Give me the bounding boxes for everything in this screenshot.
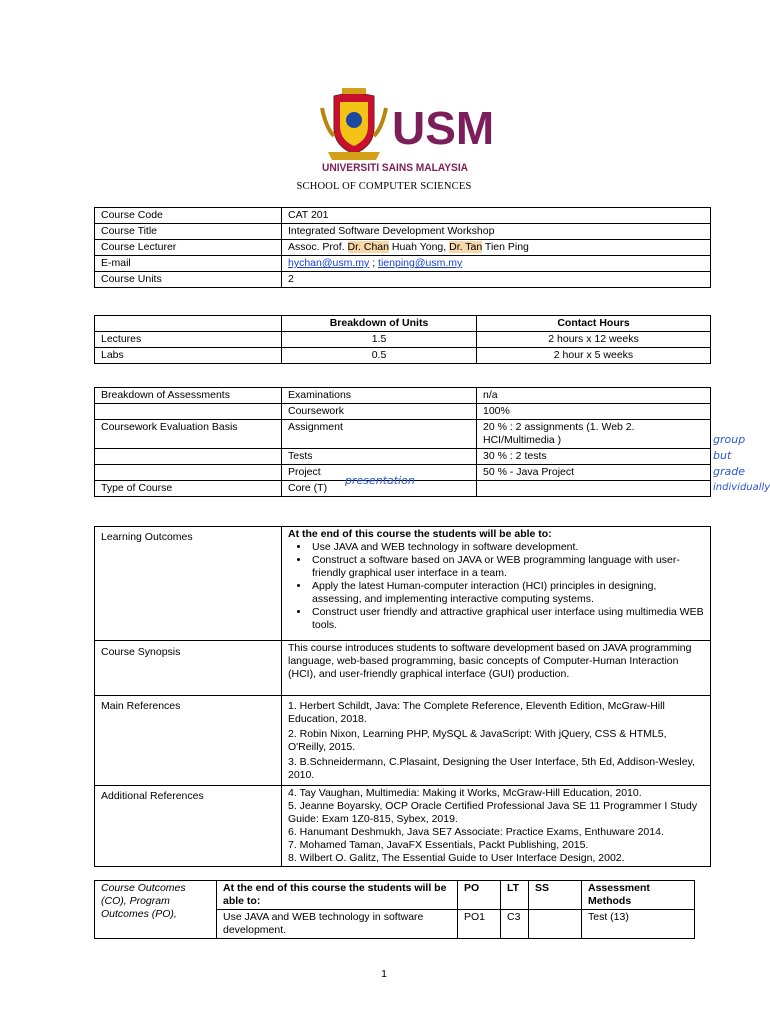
assessment-value: 50 % - Java Project — [477, 465, 711, 481]
list-item: 4. Tay Vaughan, Multimedia: Making it Works, McGraw-Hill Education, 2010. — [288, 787, 642, 799]
course-lecturer-label: Course Lecturer — [95, 240, 282, 256]
course-units-value: 2 — [282, 272, 711, 288]
co-header-intro: At the end of this course the students will be able to: — [217, 881, 458, 910]
course-code-value: CAT 201 — [282, 208, 711, 224]
table-row — [95, 641, 711, 696]
assessment-value: 20 % : 2 assignments (1. Web 2. HCI/Multimedia ) — [477, 420, 711, 449]
table-row — [95, 420, 711, 449]
empty-cell — [95, 404, 282, 420]
learning-outcomes-intro: At the end of this course the students will be able to: — [288, 528, 552, 540]
synopsis-label: Course Synopsis — [95, 641, 282, 696]
learning-outcomes-label: Learning Outcomes — [95, 527, 282, 641]
table-row — [95, 696, 711, 786]
assessment-item: Assignment — [282, 420, 477, 449]
handwritten-line: individually — [713, 482, 770, 493]
co-outcome: Use JAVA and WEB technology in software development. — [217, 910, 458, 939]
table-row — [95, 224, 711, 240]
type-of-course-value: Core (T) — [282, 481, 477, 497]
learning-outcomes-content — [282, 527, 711, 641]
units-row-units: 0.5 — [282, 348, 477, 364]
email-link[interactable]: tienping@usm.my — [378, 257, 463, 269]
co-po: PO1 — [458, 910, 501, 939]
evaluation-basis-label: Coursework Evaluation Basis — [95, 420, 282, 449]
empty-cell — [95, 465, 282, 481]
svg-text:UNIVERSITI SAINS MALAYSIA: UNIVERSITI SAINS MALAYSIA — [322, 162, 469, 174]
lecturer-suffix: Tien Ping — [482, 241, 529, 253]
assessment-item: Examinations — [282, 388, 477, 404]
units-row-hours: 2 hours x 12 weeks — [477, 332, 711, 348]
empty-cell — [477, 481, 711, 497]
course-units-label: Course Units — [95, 272, 282, 288]
co-header-ss: SS — [529, 881, 582, 910]
list-item: • Construct a software based on JAVA or WEB programming language with user-friendly graphical user interface in a team. — [310, 554, 704, 580]
co-ss — [529, 910, 582, 939]
co-header-po: PO — [458, 881, 501, 910]
main-references-label: Main References — [95, 696, 282, 786]
co-header-methods: Assessment Methods — [582, 881, 695, 910]
list-item: 1. Herbert Schildt, Java: The Complete Reference, Eleventh Edition, McGraw-Hill Education, 2018. — [288, 700, 665, 725]
email-value — [282, 256, 711, 272]
type-of-course-label: Type of Course — [95, 481, 282, 497]
assessment-value: 30 % : 2 tests — [477, 449, 711, 465]
units-row-label: Labs — [95, 348, 282, 364]
table-row — [95, 332, 711, 348]
additional-references-label: Additional References — [95, 786, 282, 867]
table-row — [95, 256, 711, 272]
lecturer-name-highlight: Dr. Tan — [449, 241, 483, 253]
list-item: 6. Hanumant Deshmukh, Java SE7 Associate: Practice Exams, Enthuware 2014. — [288, 826, 664, 838]
breakdown-assessments-label: Breakdown of Assessments — [95, 388, 282, 404]
list-item: • Construct user friendly and attractive graphical user interface using multimedia WEB tools. — [310, 606, 704, 632]
table-row — [95, 404, 711, 420]
table-row — [95, 786, 711, 867]
course-title-label: Course Title — [95, 224, 282, 240]
handwritten-line: grade — [713, 465, 745, 478]
lecturer-name-highlight: Dr. Chan — [347, 241, 389, 253]
list-item: 8. Wilbert O. Galitz, The Essential Guide to User Interface Design, 2002. — [288, 852, 625, 864]
assessment-item: Coursework — [282, 404, 477, 420]
page-number: 1 — [381, 968, 387, 980]
table-row — [95, 348, 711, 364]
email-label: E-mail — [95, 256, 282, 272]
units-header-empty — [95, 316, 282, 332]
handwritten-presentation-note: presentation — [345, 474, 415, 487]
outcomes-table — [94, 526, 711, 867]
table-row — [95, 388, 711, 404]
additional-references-content — [282, 786, 711, 867]
table-row — [95, 272, 711, 288]
course-outcomes-label: Course Outcomes (CO), Program Outcomes (PO), — [95, 881, 217, 939]
assessment-value: n/a — [477, 388, 711, 404]
list-item: • Use JAVA and WEB technology in software development. — [310, 541, 704, 554]
assessment-item: Tests — [282, 449, 477, 465]
email-link[interactable]: hychan@usm.my — [288, 257, 370, 269]
course-code-label: Course Code — [95, 208, 282, 224]
units-table — [94, 315, 711, 364]
list-item: 3. B.Schneidermann, C.Plasaint, Designing the User Interface, 5th Ed, Addison-Wesley, 2010. — [288, 756, 695, 781]
lecturer-mid: Huah Yong, — [388, 241, 450, 253]
course-info-table — [94, 207, 711, 288]
empty-cell — [95, 449, 282, 465]
course-outcomes-table — [94, 880, 695, 939]
list-item: • Apply the latest Human-computer interaction (HCI) principles in designing, assessing, and implementing interactive computing systems. — [310, 580, 704, 606]
course-lecturer-value — [282, 240, 711, 256]
table-row — [95, 881, 695, 910]
table-row — [95, 316, 711, 332]
learning-outcomes-list — [288, 541, 704, 632]
units-header-breakdown: Breakdown of Units — [282, 316, 477, 332]
co-header-lt: LT — [501, 881, 529, 910]
units-row-units: 1.5 — [282, 332, 477, 348]
table-row — [95, 208, 711, 224]
assessment-item: Project — [282, 465, 477, 481]
table-row — [95, 449, 711, 465]
handwritten-side-note — [713, 432, 770, 496]
list-item: 2. Robin Nixon, Learning PHP, MySQL & JavaScript: With jQuery, CSS & HTML5, O'Reilly, 2015. — [288, 728, 667, 753]
crest-icon — [322, 88, 386, 160]
units-header-contact: Contact Hours — [477, 316, 711, 332]
handwritten-line: but — [713, 449, 732, 462]
units-row-hours: 2 hour x 5 weeks — [477, 348, 711, 364]
synopsis-text: This course introduces students to software development based on JAVA programming language, web-based programming, basic concepts of Computer-Human Interaction (HCI), and user-friendly graphical interface (GUI) production. — [282, 641, 711, 696]
email-separator: ; — [369, 257, 379, 269]
co-lt: C3 — [501, 910, 529, 939]
assessment-value: 100% — [477, 404, 711, 420]
lecturer-prefix: Assoc. Prof. — [288, 241, 348, 253]
co-method: Test (13) — [582, 910, 695, 939]
table-row — [95, 527, 711, 641]
usm-logo — [320, 88, 495, 174]
handwritten-line: group — [713, 433, 746, 446]
table-row — [95, 240, 711, 256]
svg-text:USM: USM — [392, 102, 495, 154]
list-item: 5. Jeanne Boyarsky, OCP Oracle Certified Professional Java SE 11 Programmer I Study Guide: Exam 1Z0-815, Sybex, 2019. — [288, 800, 698, 825]
course-title-value: Integrated Software Development Workshop — [282, 224, 711, 240]
list-item: 7. Mohamed Taman, JavaFX Essentials, Packt Publishing, 2015. — [288, 839, 589, 851]
main-references-content — [282, 696, 711, 786]
units-row-label: Lectures — [95, 332, 282, 348]
school-name: SCHOOL OF COMPUTER SCIENCES — [296, 181, 472, 192]
